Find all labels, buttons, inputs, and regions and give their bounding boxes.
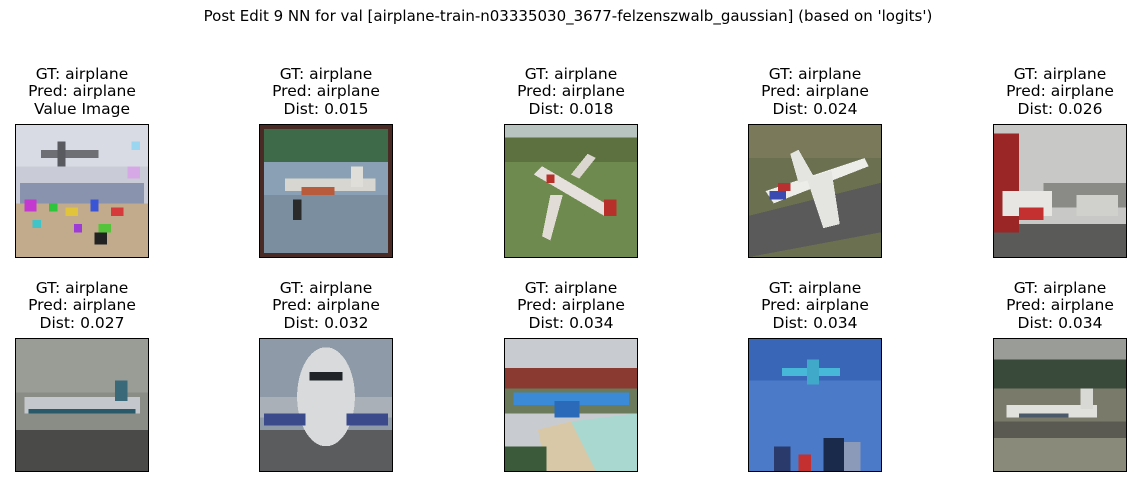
gt-label: GT: airplane: [768, 64, 862, 83]
dist-label: Dist: 0.027: [39, 313, 125, 332]
dist-label: Dist: 0.018: [528, 99, 614, 118]
gt-label: GT: airplane: [768, 278, 862, 297]
neighbor-image: [259, 124, 393, 258]
neighbor-panel-10: [993, 278, 1127, 472]
gt-label: GT: airplane: [35, 278, 129, 297]
neighbor-panel-4: [748, 64, 882, 258]
gt-label: GT: airplane: [279, 64, 373, 83]
neighbor-image: [259, 338, 393, 472]
dist-label: Dist: 0.015: [283, 99, 369, 118]
panel-caption: [444, 66, 698, 119]
pred-label: Pred: airplane: [1006, 296, 1114, 314]
dist-label: Dist: 0.024: [772, 99, 858, 118]
neighbor-image: [504, 338, 638, 472]
dist-label: Dist: 0.034: [528, 313, 614, 332]
panel-caption: [933, 280, 1136, 333]
dist-label: Dist: 0.034: [1017, 313, 1103, 332]
gt-label: GT: airplane: [1013, 278, 1107, 297]
pred-label: Pred: airplane: [28, 82, 136, 100]
neighbor-panel-3: [504, 64, 638, 258]
neighbor-panel-9: [748, 278, 882, 472]
pred-label: Pred: airplane: [28, 296, 136, 314]
neighbor-panel-6: [15, 278, 149, 472]
panel-caption: [0, 280, 209, 333]
dist-label: Dist: 0.032: [283, 313, 369, 332]
neighbor-image: [748, 124, 882, 258]
gt-label: GT: airplane: [35, 64, 129, 83]
figure-title: Post Edit 9 NN for val [airplane-train-n03335030_3677-felzenszwalb_gaussian] (based on 'logits'): [203, 7, 933, 25]
pred-label: Pred: airplane: [517, 296, 625, 314]
gt-label: GT: airplane: [524, 278, 618, 297]
neighbor-image: [748, 338, 882, 472]
neighbor-image: [993, 338, 1127, 472]
neighbor-panel-7: [259, 278, 393, 472]
panel-caption: [0, 66, 209, 119]
pred-label: Pred: airplane: [517, 82, 625, 100]
neighbor-panel-5: [993, 64, 1127, 258]
pred-label: Pred: airplane: [272, 296, 380, 314]
pred-label: Pred: airplane: [272, 82, 380, 100]
panel-caption: [688, 280, 942, 333]
pred-label: Pred: airplane: [761, 82, 869, 100]
neighbor-panel-2: [259, 64, 393, 258]
gt-label: GT: airplane: [1013, 64, 1107, 83]
gt-label: GT: airplane: [524, 64, 618, 83]
neighbor-panel-8: [504, 278, 638, 472]
gt-label: GT: airplane: [279, 278, 373, 297]
pred-label: Pred: airplane: [761, 296, 869, 314]
panel-caption: [933, 66, 1136, 119]
panel-caption: [199, 280, 453, 333]
panel-caption: [688, 66, 942, 119]
neighbor-image: [504, 124, 638, 258]
pred-label: Pred: airplane: [1006, 82, 1114, 100]
neighbor-panel-1: [15, 64, 149, 258]
panel-caption: [199, 66, 453, 119]
dist-label: Dist: 0.026: [1017, 99, 1103, 118]
neighbor-image: [993, 124, 1127, 258]
panel-caption: [444, 280, 698, 333]
value-label: Value Image: [33, 99, 131, 118]
neighbor-image: [15, 124, 149, 258]
neighbor-image: [15, 338, 149, 472]
dist-label: Dist: 0.034: [772, 313, 858, 332]
